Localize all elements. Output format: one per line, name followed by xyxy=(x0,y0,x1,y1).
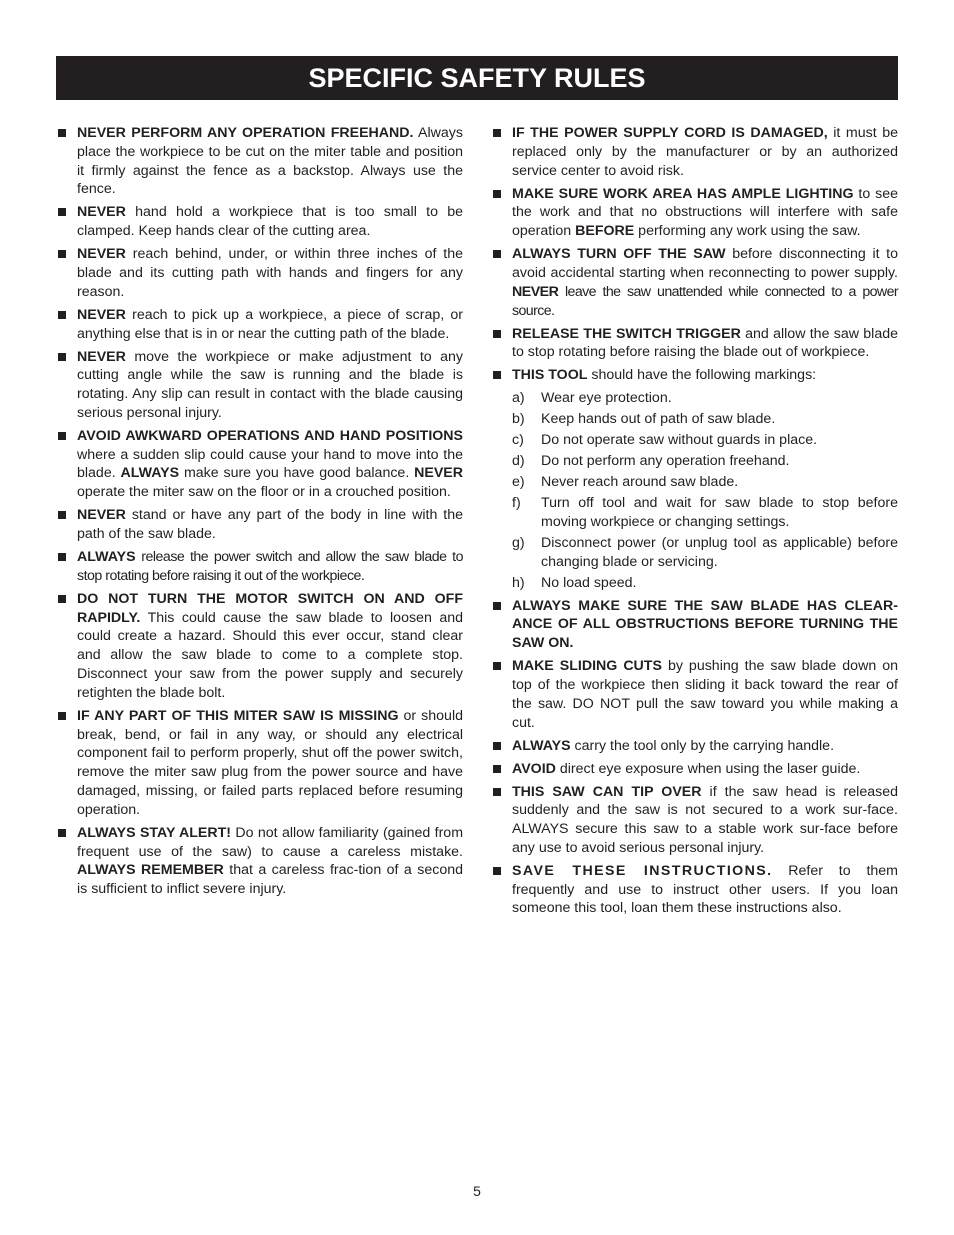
right-column xyxy=(491,124,898,922)
item-text-2: that a careless frac-tion of a second is sufficient to inflict severe injury. xyxy=(77,862,463,898)
marking-item xyxy=(512,431,898,450)
item-lead-2: ALWAYS REMEMBER xyxy=(77,862,224,879)
item-lead: ALWAYS MAKE SURE THE SAW BLADE HAS CLEAR-ANCE OF ALL OBSTRUCTIONS BEFORE TURNING THE SAW ON. xyxy=(512,597,898,652)
item-text: direct eye exposure when using the laser guide. xyxy=(555,760,861,777)
bullet-icon xyxy=(493,788,501,796)
item-text: This could cause the saw blade to loosen and could create a hazard. Should this ever occur, stand clear and allow the saw blade to come to a complete stop. Disconnect your saw from the power supply and securely retighten the blade bolt. xyxy=(77,609,463,701)
item-text: it must be replaced only by the manufacturer or by an authorized service center to avoid risk. xyxy=(512,125,898,179)
item-lead: AVOID AWKWARD OPERATIONS AND HAND POSITIONS xyxy=(77,427,463,444)
marking-letter: g) xyxy=(512,535,525,551)
item-lead: NEVER xyxy=(77,507,126,524)
item-lead: ALWAYS xyxy=(512,737,571,754)
item-lead: NEVER xyxy=(77,246,126,263)
bullet-icon xyxy=(493,742,501,750)
item-text-2: make sure you have good balance. xyxy=(179,465,415,482)
bullet-icon xyxy=(493,371,501,379)
marking-letter: a) xyxy=(512,390,525,407)
item-lead-2: BEFORE xyxy=(575,223,635,240)
marking-item xyxy=(512,534,898,572)
item-lead: NEVER xyxy=(77,306,126,323)
bullet-icon xyxy=(58,712,66,720)
list-item xyxy=(491,124,898,180)
marking-text: Disconnect power (or unplug tool as applicable) before changing blade or servicing. xyxy=(541,535,898,570)
bullet-icon xyxy=(58,511,66,519)
marking-letter: f) xyxy=(512,495,521,512)
item-lead: NEVER xyxy=(77,204,126,221)
list-item xyxy=(491,597,898,653)
item-lead: DO NOT TURN THE MOTOR SWITCH ON AND OFF RAPIDLY. xyxy=(77,590,463,626)
marking-item xyxy=(512,574,898,593)
item-text: to see the work and that no obstructions will interfere with safe operation xyxy=(512,185,898,240)
marking-text: Never reach around saw blade. xyxy=(541,474,739,491)
bullet-icon xyxy=(493,129,501,137)
item-text: hand hold a workpiece that is too small to be clamped. Keep hands clear of the cutting area. xyxy=(77,204,463,240)
item-lead: AVOID xyxy=(512,760,556,777)
list-item xyxy=(56,590,463,703)
list-item xyxy=(56,427,463,502)
marking-text: Wear eye protection. xyxy=(541,390,672,407)
marking-item xyxy=(512,410,898,429)
marking-text: Do not perform any operation freehand. xyxy=(541,453,790,470)
bullet-icon xyxy=(58,432,66,440)
list-item xyxy=(491,760,898,779)
item-text: reach to pick up a workpiece, a piece of scrap, or anything else that is in or near the cutting path of the blade. xyxy=(77,306,463,342)
item-lead-3: NEVER xyxy=(414,465,463,482)
item-text-2: performing any work using the saw. xyxy=(634,223,861,240)
item-text: carry the tool only by the carrying handle. xyxy=(570,737,835,754)
item-lead-2: NEVER xyxy=(512,283,559,300)
item-lead: IF ANY PART OF THIS MITER SAW IS MISSING xyxy=(77,707,399,724)
marking-item xyxy=(512,452,898,471)
marking-letter: e) xyxy=(512,474,525,491)
list-item xyxy=(491,245,898,320)
item-text: where a sudden slip could cause your hand to move into the blade. xyxy=(77,446,463,482)
list-item xyxy=(56,306,463,344)
page-number: 5 xyxy=(473,1183,481,1199)
item-text: reach behind, under, or within three inches of the blade and its cutting path with hands and fingers for any reason. xyxy=(77,246,463,300)
bullet-icon xyxy=(493,330,501,338)
item-lead: RELEASE THE SWITCH TRIGGER xyxy=(512,325,741,342)
list-item xyxy=(491,325,898,363)
item-text: stand or have any part of the body in line with the path of the saw blade. xyxy=(77,507,463,543)
item-lead: ALWAYS STAY ALERT! xyxy=(77,824,232,841)
marking-item xyxy=(512,389,898,408)
bullet-icon xyxy=(493,867,501,875)
item-text: before disconnecting it to avoid accidental starting when reconnecting to power supply. xyxy=(512,246,898,281)
item-text: Refer to them frequently and use to instruct other users. If you loan someone this tool, loan them these instructions also. xyxy=(512,862,898,917)
bullet-icon xyxy=(58,250,66,258)
item-text-3: operate the miter saw on the floor or in a crouched position. xyxy=(77,484,451,501)
list-item xyxy=(491,862,898,918)
list-item xyxy=(56,124,463,199)
bullet-icon xyxy=(58,311,66,319)
bullet-icon xyxy=(493,190,501,198)
item-text: and allow the saw blade to stop rotating before raising the blade out of workpiece. xyxy=(512,325,898,361)
list-item xyxy=(491,783,898,858)
item-lead: ALWAYS xyxy=(77,549,136,566)
marking-text: No load speed. xyxy=(541,574,637,591)
item-lead: SAVE THESE INSTRUCTIONS. xyxy=(512,862,773,879)
page-title: SPECIFIC SAFETY RULES xyxy=(56,56,898,100)
item-lead: IF THE POWER SUPPLY CORD IS DAMAGED, xyxy=(512,125,828,141)
bullet-icon xyxy=(58,129,66,137)
list-item xyxy=(491,185,898,241)
item-text: should have the following markings: xyxy=(587,367,817,384)
marking-letter: c) xyxy=(512,432,524,449)
list-item xyxy=(56,506,463,544)
list-item xyxy=(56,203,463,241)
item-lead: ALWAYS TURN OFF THE SAW xyxy=(512,246,726,263)
marking-letter: h) xyxy=(512,574,525,591)
bullet-icon xyxy=(493,662,501,670)
bullet-icon xyxy=(58,208,66,216)
bullet-icon xyxy=(58,829,66,837)
list-item xyxy=(56,245,463,301)
item-lead: THIS TOOL xyxy=(512,367,588,384)
list-item xyxy=(491,657,898,732)
item-lead-2: ALWAYS xyxy=(120,465,180,482)
marking-letter: d) xyxy=(512,453,525,470)
marking-item xyxy=(512,494,898,532)
item-text: if the saw head is released suddenly and the saw is not secured to a work sur-face. ALWAYS secure this saw to a stable work sur-face before any use to avoid serious personal injury. xyxy=(512,783,898,856)
item-text: release the power switch and allow the saw blade to stop rotating before raising it out of the workpiece. xyxy=(77,549,463,584)
bullet-icon xyxy=(493,250,501,258)
list-item xyxy=(56,707,463,820)
list-item xyxy=(56,824,463,899)
marking-text: Keep hands out of path of saw blade. xyxy=(541,411,776,428)
marking-text: Do not operate saw without guards in place. xyxy=(541,432,818,449)
list-item xyxy=(491,737,898,756)
item-lead: MAKE SURE WORK AREA HAS AMPLE LIGHTING xyxy=(512,185,854,202)
item-lead: THIS SAW CAN TIP OVER xyxy=(512,783,702,800)
item-text: by pushing the saw blade down on top of the workpiece then sliding it back toward the rear of the saw. DO NOT pull the saw toward you while making a cut. xyxy=(512,658,898,731)
list-item xyxy=(56,348,463,423)
bullet-icon xyxy=(58,553,66,561)
list-item xyxy=(491,366,898,385)
item-text-2: leave the saw unattended while connected to a power source. xyxy=(512,283,898,319)
markings-list xyxy=(512,389,898,592)
item-text: Always place the workpiece to be cut on the miter table and position it firmly against the fence as a backstop. Always use the fence. xyxy=(77,125,463,198)
item-text: move the workpiece or make adjustment to any cutting angle while the saw is running and the blade is rotating. Any slip can result in contact with the blade causing serious personal injury. xyxy=(77,348,463,421)
left-column xyxy=(56,124,463,903)
item-lead: MAKE SLIDING CUTS xyxy=(512,658,662,675)
list-item xyxy=(56,548,463,586)
item-lead: NEVER xyxy=(77,348,126,365)
item-lead: NEVER PERFORM ANY OPERATION FREEHAND. xyxy=(77,125,414,141)
item-text: or should break, bend, or fail in any way, or should any electrical component fail to perform properly, shut off the power switch, remove the miter saw plug from the power source and have damaged, missing, or failed parts replaced before resuming operation. xyxy=(77,707,463,818)
bullet-icon xyxy=(58,353,66,361)
marking-item xyxy=(512,473,898,492)
marking-letter: b) xyxy=(512,411,525,428)
item-text: Do not allow familiarity (gained from frequent use of the saw) to cause a careless mistake. xyxy=(77,824,464,860)
bullet-icon xyxy=(493,602,501,610)
bullet-icon xyxy=(493,765,501,773)
bullet-icon xyxy=(58,595,66,603)
marking-text: Turn off tool and wait for saw blade to stop before moving workpiece or changing settings. xyxy=(541,495,898,531)
